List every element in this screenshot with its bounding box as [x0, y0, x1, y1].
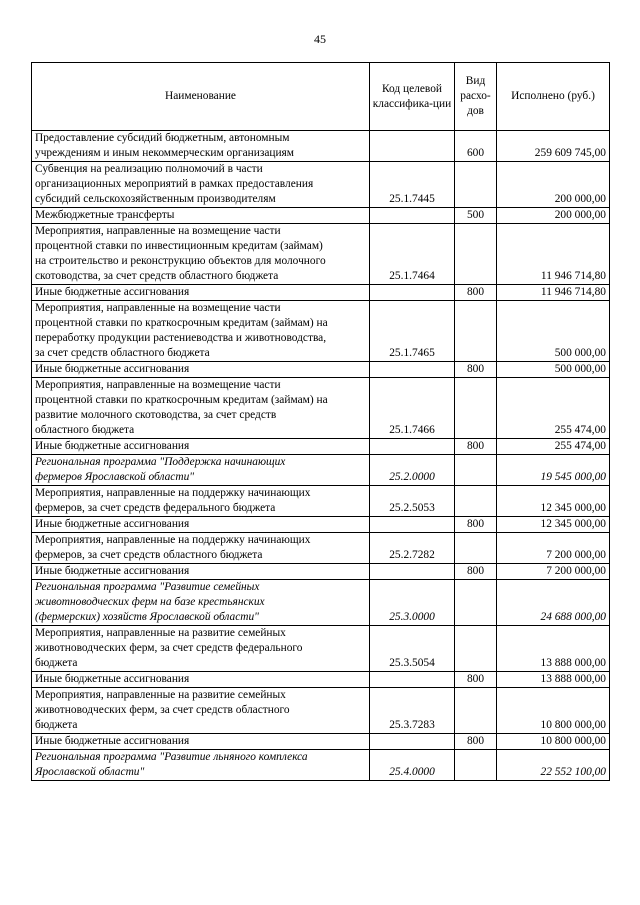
row-name-line: животноводческих ферм, за счет средств федерального	[35, 642, 303, 654]
row-name-line: животноводческих ферм на базе крестьянских	[35, 596, 265, 608]
row-kind	[455, 580, 497, 626]
row-name-line: процентной ставки по инвестиционным кредитам (займам)	[35, 240, 323, 252]
row-sum: 500 000,00	[497, 362, 610, 378]
row-name-line: Иные бюджетные ассигнования	[35, 363, 190, 375]
row-code	[370, 208, 455, 224]
budget-table	[31, 62, 610, 781]
row-name-line: на строительство и реконструкцию объектов для молочного	[35, 255, 326, 267]
table-row	[32, 362, 610, 378]
row-name-line: Ярославской области"	[35, 766, 145, 778]
row-name	[32, 224, 370, 285]
row-name-line: (фермерских) хозяйств Ярославской области"	[35, 611, 259, 623]
row-code	[370, 672, 455, 688]
row-name-line: фермеров, за счет средств областного бюджета	[35, 549, 263, 561]
table-row	[32, 533, 610, 564]
table-row	[32, 439, 610, 455]
table-row	[32, 208, 610, 224]
row-name-line: Субвенция на реализацию полномочий в части	[35, 163, 263, 175]
row-kind: 800	[455, 672, 497, 688]
row-name-line: переработку продукции растениеводства и животноводства,	[35, 332, 327, 344]
page-number: 45	[314, 32, 326, 46]
row-name-line: фермеров, за счет средств федерального бюджета	[35, 502, 276, 514]
row-name-line: Иные бюджетные ассигнования	[35, 565, 190, 577]
row-code	[370, 517, 455, 533]
row-name-line: областного бюджета	[35, 424, 135, 436]
row-sum: 11 946 714,80	[497, 285, 610, 301]
row-sum: 255 474,00	[497, 439, 610, 455]
row-name-line: учреждениям и иным некоммерческим организациям	[35, 147, 295, 159]
row-kind	[455, 224, 497, 285]
table-row	[32, 455, 610, 486]
row-kind	[455, 750, 497, 781]
row-name-line: субсидий сельскохозяйственным производителям	[35, 193, 276, 205]
row-name	[32, 301, 370, 362]
row-kind	[455, 162, 497, 208]
header-kind: Вид расхо-дов	[455, 63, 497, 131]
row-kind: 800	[455, 564, 497, 580]
row-name	[32, 626, 370, 672]
row-name	[32, 162, 370, 208]
row-name-line: Региональная программа "Развитие льняного комплекса	[35, 751, 308, 763]
row-name-line: бюджета	[35, 719, 78, 731]
row-kind: 800	[455, 439, 497, 455]
row-kind: 800	[455, 734, 497, 750]
row-kind	[455, 455, 497, 486]
row-name-line: животноводческих ферм, за счет средств областного	[35, 704, 290, 716]
table-row	[32, 734, 610, 750]
row-name-line: Иные бюджетные ассигнования	[35, 286, 190, 298]
row-name-line: Региональная программа "Развитие семейных	[35, 581, 260, 593]
table-row	[32, 672, 610, 688]
row-sum: 255 474,00	[497, 378, 610, 439]
row-name-line: Мероприятия, направленные на возмещение части	[35, 302, 281, 314]
row-sum: 200 000,00	[497, 208, 610, 224]
row-kind	[455, 688, 497, 734]
row-name-line: Иные бюджетные ассигнования	[35, 673, 190, 685]
row-name-line: Мероприятия, направленные на поддержку начинающих	[35, 487, 311, 499]
row-name-line: развитие молочного скотоводства, за счет средств	[35, 409, 277, 421]
table-header-row	[32, 63, 610, 131]
row-name-line: бюджета	[35, 657, 78, 669]
table-row	[32, 378, 610, 439]
row-name-line: фермеров Ярославской области"	[35, 471, 195, 483]
row-name-line: Иные бюджетные ассигнования	[35, 735, 190, 747]
row-code: 25.1.7465	[370, 301, 455, 362]
row-code: 25.3.5054	[370, 626, 455, 672]
row-name	[32, 362, 370, 378]
row-sum: 200 000,00	[497, 162, 610, 208]
row-code: 25.2.7282	[370, 533, 455, 564]
row-code	[370, 734, 455, 750]
header-code: Код целевой классифика-ции	[370, 63, 455, 131]
row-code	[370, 285, 455, 301]
row-name-line: Региональная программа "Поддержка начинающих	[35, 456, 286, 468]
row-name-line: процентной ставки по краткосрочным кредитам (займам) на	[35, 317, 328, 329]
row-kind: 800	[455, 362, 497, 378]
table-row	[32, 580, 610, 626]
row-code	[370, 564, 455, 580]
row-name-line: Иные бюджетные ассигнования	[35, 440, 190, 452]
row-kind	[455, 301, 497, 362]
row-name	[32, 208, 370, 224]
row-sum: 22 552 100,00	[497, 750, 610, 781]
row-sum: 11 946 714,80	[497, 224, 610, 285]
row-name-line: за счет средств областного бюджета	[35, 347, 210, 359]
table-row	[32, 285, 610, 301]
header-sum: Исполнено (руб.)	[497, 63, 610, 131]
row-name-line: Мероприятия, направленные на возмещение части	[35, 379, 281, 391]
row-kind	[455, 486, 497, 517]
row-code: 25.2.5053	[370, 486, 455, 517]
row-name	[32, 734, 370, 750]
row-name	[32, 517, 370, 533]
row-sum: 13 888 000,00	[497, 626, 610, 672]
table-row	[32, 162, 610, 208]
row-name	[32, 131, 370, 162]
row-sum: 7 200 000,00	[497, 533, 610, 564]
row-name	[32, 533, 370, 564]
row-code	[370, 131, 455, 162]
row-sum: 12 345 000,00	[497, 486, 610, 517]
row-code: 25.1.7464	[370, 224, 455, 285]
row-name-line: Мероприятия, направленные на поддержку начинающих	[35, 534, 311, 546]
row-code	[370, 439, 455, 455]
row-kind: 800	[455, 517, 497, 533]
row-name	[32, 580, 370, 626]
row-name-line: процентной ставки по краткосрочным кредитам (займам) на	[35, 394, 328, 406]
row-kind	[455, 626, 497, 672]
row-kind	[455, 378, 497, 439]
row-sum: 259 609 745,00	[497, 131, 610, 162]
row-sum: 10 800 000,00	[497, 734, 610, 750]
row-name-line: Межбюджетные трансферты	[35, 209, 175, 221]
header-name: Наименование	[32, 63, 370, 131]
table-row	[32, 750, 610, 781]
row-name	[32, 750, 370, 781]
row-sum: 500 000,00	[497, 301, 610, 362]
table-row	[32, 564, 610, 580]
row-name-line: Мероприятия, направленные на возмещение части	[35, 225, 281, 237]
row-name	[32, 378, 370, 439]
row-name-line: скотоводства, за счет средств областного бюджета	[35, 270, 279, 282]
row-code: 25.1.7466	[370, 378, 455, 439]
row-name-line: Мероприятия, направленные на развитие семейных	[35, 627, 286, 639]
row-name	[32, 564, 370, 580]
row-kind: 600	[455, 131, 497, 162]
row-name	[32, 688, 370, 734]
table-row	[32, 626, 610, 672]
row-kind: 800	[455, 285, 497, 301]
row-name	[32, 439, 370, 455]
row-code: 25.2.0000	[370, 455, 455, 486]
row-kind: 500	[455, 208, 497, 224]
table-row	[32, 131, 610, 162]
row-name-line: организационных мероприятий в рамках предоставления	[35, 178, 314, 190]
table-body	[32, 131, 610, 781]
row-sum: 7 200 000,00	[497, 564, 610, 580]
row-sum: 10 800 000,00	[497, 688, 610, 734]
table-row	[32, 688, 610, 734]
table-row	[32, 301, 610, 362]
table-row	[32, 517, 610, 533]
row-name-line: Предоставление субсидий бюджетным, автономным	[35, 132, 290, 144]
row-name-line: Мероприятия, направленные на развитие семейных	[35, 689, 286, 701]
table-row	[32, 224, 610, 285]
row-sum: 24 688 000,00	[497, 580, 610, 626]
row-sum: 19 545 000,00	[497, 455, 610, 486]
row-code: 25.1.7445	[370, 162, 455, 208]
row-name	[32, 285, 370, 301]
row-code: 25.4.0000	[370, 750, 455, 781]
row-name	[32, 672, 370, 688]
row-sum: 12 345 000,00	[497, 517, 610, 533]
row-sum: 13 888 000,00	[497, 672, 610, 688]
row-name-line: Иные бюджетные ассигнования	[35, 518, 190, 530]
row-code	[370, 362, 455, 378]
row-kind	[455, 533, 497, 564]
row-code: 25.3.7283	[370, 688, 455, 734]
table-row	[32, 486, 610, 517]
row-code: 25.3.0000	[370, 580, 455, 626]
row-name	[32, 455, 370, 486]
row-name	[32, 486, 370, 517]
